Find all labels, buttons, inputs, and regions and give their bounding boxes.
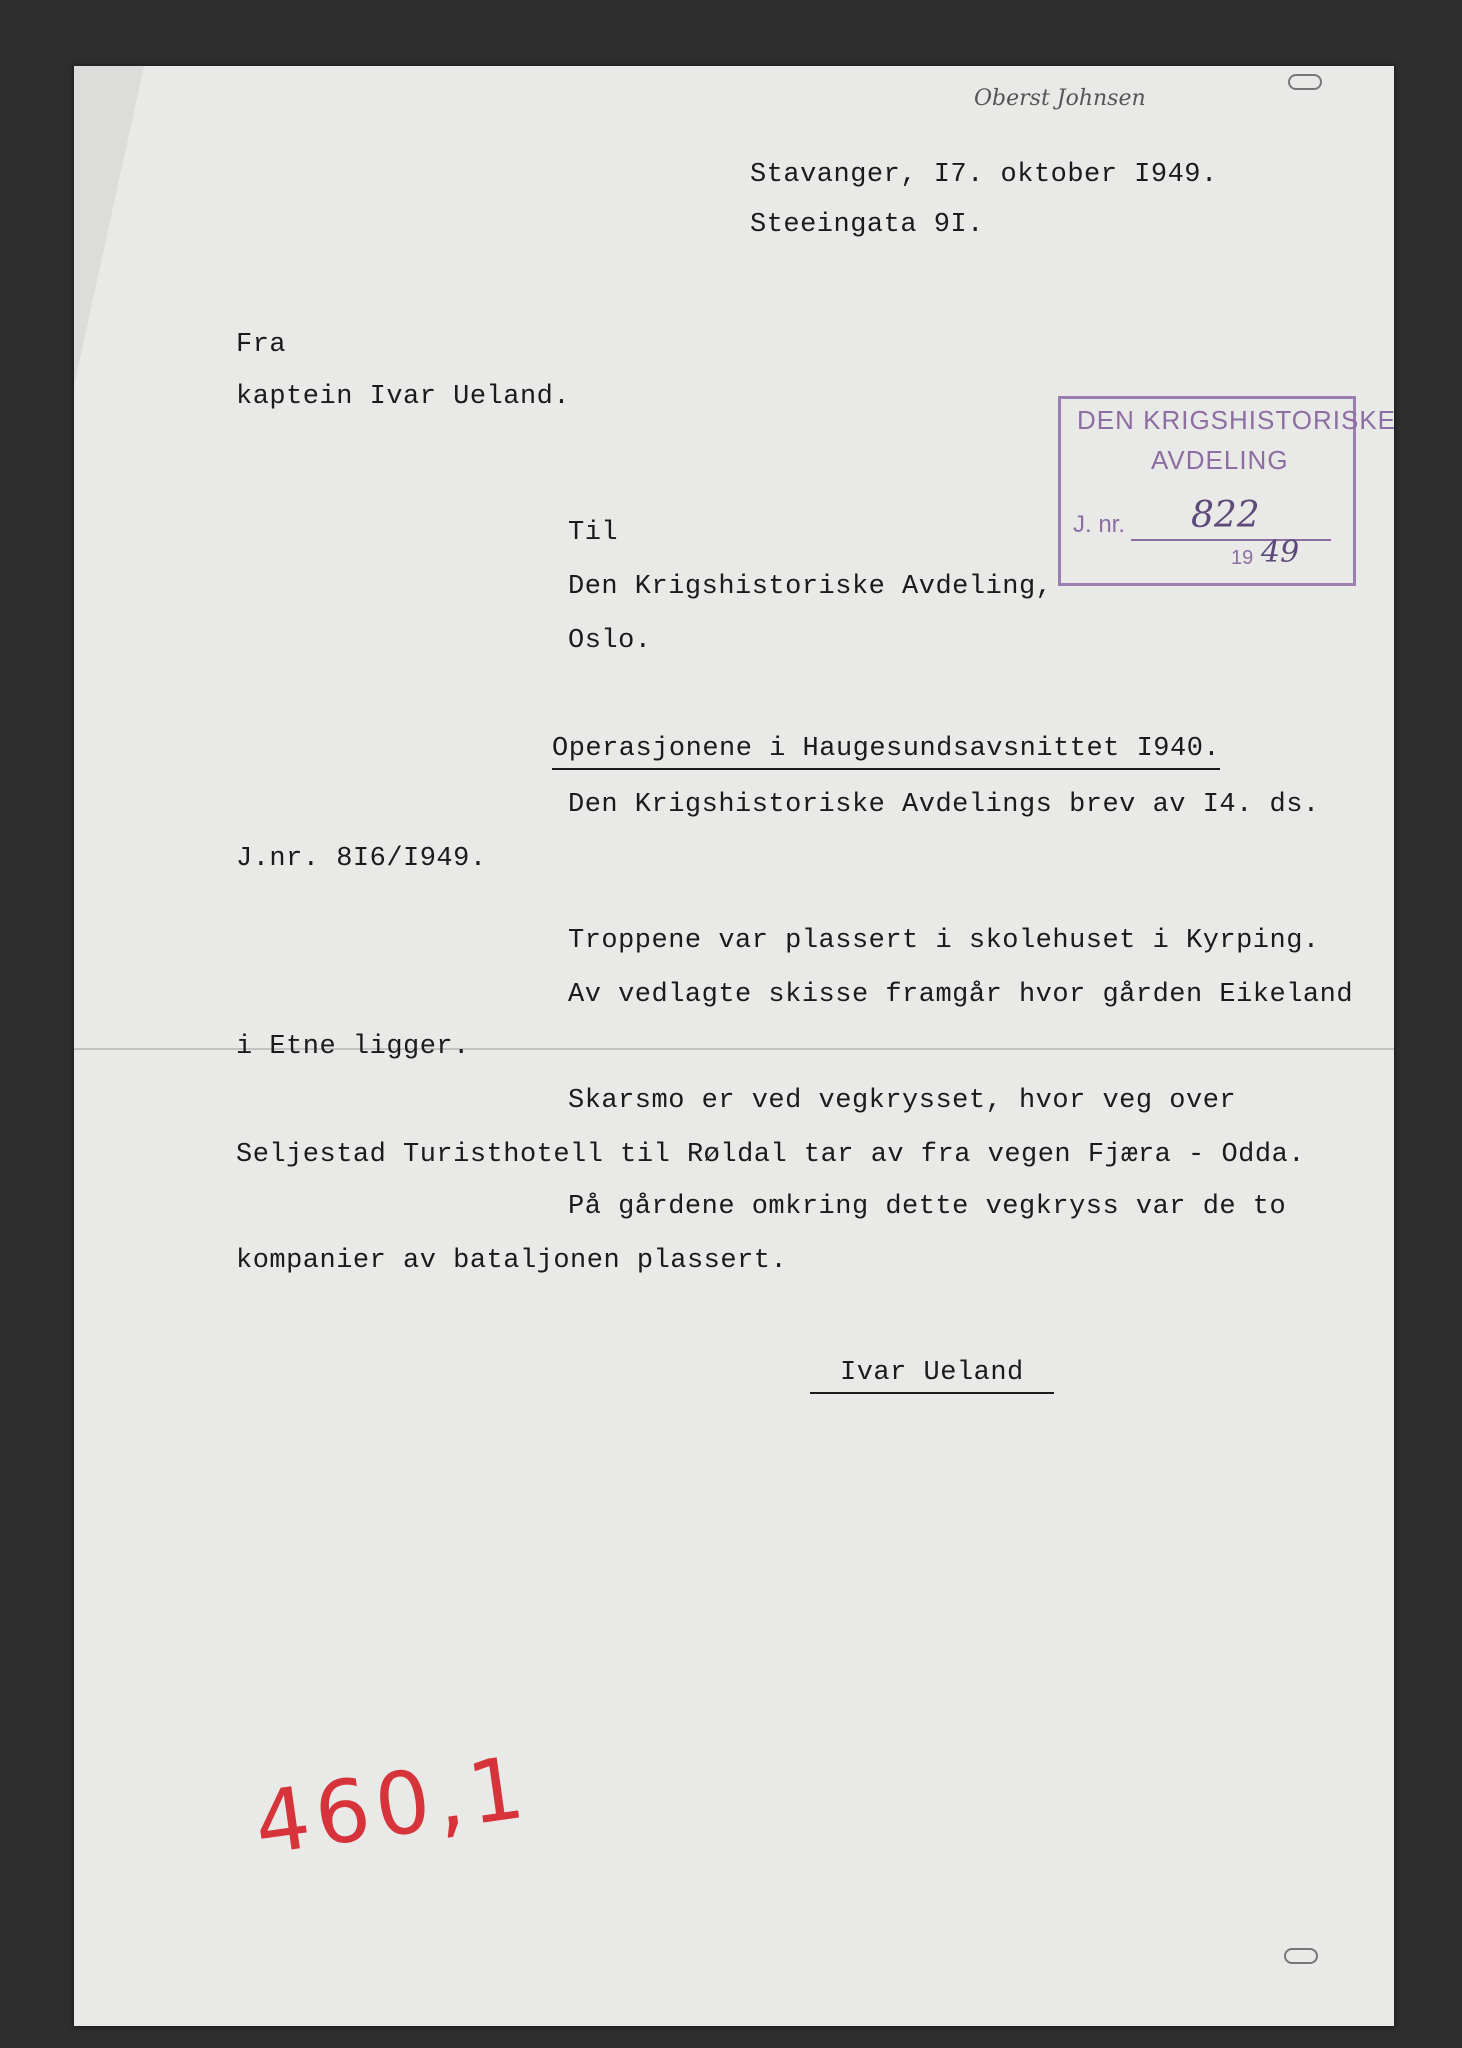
stamp-year-suffix: 49 — [1261, 535, 1300, 570]
stamp-year-prefix: 19 — [1231, 547, 1254, 569]
handwritten-note: Oberst Johnsen — [974, 86, 1146, 111]
paragraph-3-line-1: Skarsmo er ved vegkrysset, hvor veg over — [568, 1086, 1237, 1116]
staple-bottom — [1284, 1948, 1318, 1964]
recipient-name: Den Krigshistoriske Avdeling, — [568, 572, 1053, 602]
stamp-line1: DEN KRIGSHISTORISKE — [1077, 405, 1397, 435]
letter-page — [74, 66, 1397, 2026]
recipient-city: Oslo. — [568, 626, 652, 656]
stamp-jnr-value: 822 — [1191, 495, 1260, 536]
stamp-line2: AVDELING — [1151, 445, 1289, 475]
paragraph-2-line-2: i Etne ligger. — [236, 1032, 470, 1062]
stamp-jnr-line — [1131, 539, 1331, 541]
sender-name: kaptein Ivar Ueland. — [236, 382, 571, 412]
ref-line-2: J.nr. 8I6/I949. — [236, 844, 487, 874]
place-date: Stavanger, I7. oktober I949. — [750, 160, 1218, 190]
sender-label: Fra — [236, 330, 287, 360]
staple-top — [1288, 74, 1322, 90]
paragraph-3-line-2: Seljestad Turisthotell til Røldal tar av fra vegen Fjæra - Odda. — [236, 1140, 1305, 1170]
paragraph-1-line-1: Troppene var plassert i skolehuset i Kyrping. — [568, 926, 1320, 956]
paragraph-2-line-1: Av vedlagte skisse framgår hvor gården Eikeland — [568, 980, 1354, 1010]
ref-line-1: Den Krigshistoriske Avdelings brev av I4. ds. — [568, 790, 1320, 820]
stamp-jnr-label: J. nr. — [1073, 511, 1126, 538]
paragraph-4-line-2: kompanier av bataljonen plassert. — [236, 1246, 788, 1276]
signature: Ivar Ueland — [810, 1358, 1054, 1394]
subject-line: Operasjonene i Haugesundsavsnittet I940. — [552, 734, 1220, 770]
sender-address: Steeingata 9I. — [750, 210, 984, 240]
recipient-label: Til — [568, 518, 619, 548]
folded-corner — [74, 66, 144, 386]
paragraph-4-line-1: På gårdene omkring dette vegkryss var de to — [568, 1192, 1287, 1222]
archive-stamp — [1058, 396, 1397, 586]
archive-number: 460,1 — [248, 1737, 536, 1875]
